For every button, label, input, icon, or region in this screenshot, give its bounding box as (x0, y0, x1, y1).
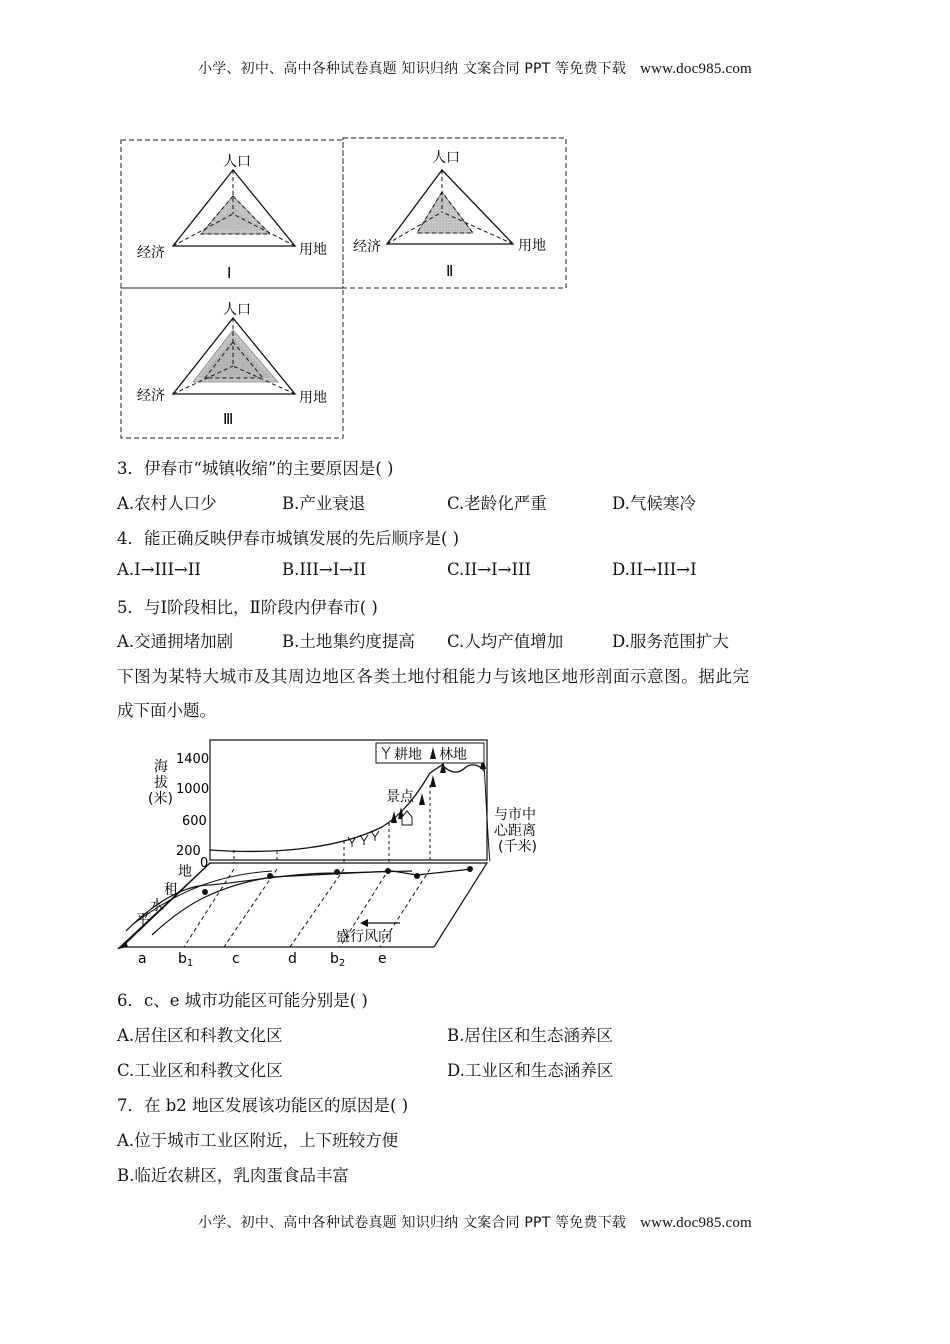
panel-2-label: Ⅱ (446, 262, 454, 280)
figure-rent-profile (112, 735, 552, 970)
q3-option-b[interactable]: B.产业衰退 (282, 494, 366, 513)
wind-label: 盛行风向 (336, 929, 392, 945)
q6-option-c[interactable]: C.工业区和科教文化区 (117, 1061, 283, 1080)
footer-text: 小学、初中、高中各种试卷真题 知识归纳 文案合同 PPT 等免费下载 (198, 1215, 627, 1231)
q3-stem: 3．伊春市“城镇收缩”的主要原因是( ) (117, 459, 394, 478)
zone-e: e (378, 951, 387, 967)
ytick-0: 0 (200, 856, 209, 871)
header-url[interactable]: www.doc985.com (640, 61, 752, 77)
legend-farm: 耕地 (394, 747, 422, 763)
header-text: 小学、初中、高中各种试卷真题 知识归纳 文案合同 PPT 等免费下载 (198, 61, 627, 77)
rent-label-ping: 平 (136, 912, 150, 928)
rent-label-di: 地 (178, 864, 192, 880)
rent-points (202, 866, 473, 895)
q4-option-a[interactable]: A.I→III→II (117, 560, 201, 579)
q4-option-d[interactable]: D.II→III→I (612, 560, 697, 579)
panel-2-top-label: 人口 (432, 150, 460, 166)
q7-option-b[interactable]: B.临近农耕区，乳肉蛋食品丰富 (117, 1166, 349, 1185)
panel-2 (353, 150, 546, 280)
ytick-600: 600 (182, 814, 207, 829)
panel-1-right-label: 用地 (299, 242, 327, 258)
q4-option-c[interactable]: C.II→I→III (447, 560, 532, 579)
legend-box (376, 743, 484, 763)
intro-line-1: 下图为某特大城市及其周边地区各类土地付租能力与该地区地形剖面示意图。据此完 (117, 667, 750, 686)
panel-3-right-label: 用地 (299, 390, 327, 406)
panel-2-right-label: 用地 (518, 238, 546, 254)
q6-option-b[interactable]: B.居住区和生态涵养区 (447, 1026, 613, 1045)
q6-option-d[interactable]: D.工业区和生态涵养区 (447, 1061, 614, 1080)
ytick-1000: 1000 (176, 782, 210, 797)
zone-d: d (288, 951, 297, 967)
q5-stem: 5．与Ⅰ阶段相比，Ⅱ阶段内伊春市( ) (117, 598, 378, 617)
q5-option-c[interactable]: C.人均产值增加 (447, 632, 564, 651)
q3-option-c[interactable]: C.老龄化严重 (447, 494, 547, 513)
zone-b1: $b_1$ (178, 951, 194, 969)
distance-label-1: 与市中 (494, 807, 536, 823)
scenic-label: 景点 (386, 789, 414, 805)
panel-1-top-label: 人口 (223, 154, 251, 170)
figure-triangles (115, 130, 575, 445)
q3-option-a[interactable]: A.农村人口少 (117, 494, 217, 513)
zone-b2: $b_2$ (330, 951, 346, 969)
intro-line-2: 成下面小题。 (117, 701, 216, 720)
ylabel-char-2: 拔 (154, 775, 168, 791)
q4-stem: 4．能正确反映伊春市城镇发展的先后顺序是( ) (117, 529, 460, 548)
distance-label-2: 心距离 (494, 823, 536, 839)
footer-url[interactable]: www.doc985.com (640, 1215, 752, 1231)
page-footer (0, 1212, 950, 1232)
panel-3-left-label: 经济 (137, 388, 165, 404)
q7-stem: 7．在 b2 地区发展该功能区的原因是( ) (117, 1096, 409, 1115)
rent-label-zu: 租 (164, 882, 178, 898)
ytick-1400: 1400 (176, 752, 210, 767)
panel-1-left-label: 经济 (137, 245, 165, 261)
ylabel-unit: (米) (148, 791, 173, 807)
q3-option-d[interactable]: D.气候寒冷 (612, 494, 696, 513)
q6-stem: 6．c、e 城市功能区可能分别是( ) (117, 991, 368, 1010)
legend-forest: 林地 (439, 747, 467, 763)
page-header (0, 58, 950, 78)
q5-option-b[interactable]: B.土地集约度提高 (282, 632, 415, 651)
panel-1-label: Ⅰ (227, 264, 232, 282)
zone-c: c (232, 951, 240, 967)
scenic-house (402, 811, 412, 825)
panel-3-top-label: 人口 (223, 302, 251, 318)
zone-a: a (138, 951, 147, 967)
panel-3-label: Ⅲ (223, 410, 234, 428)
q5-option-a[interactable]: A.交通拥堵加剧 (117, 632, 234, 651)
q5-option-d[interactable]: D.服务范围扩大 (612, 632, 729, 651)
zone-boundaries (184, 869, 430, 947)
ylabel-char-1: 海 (154, 759, 168, 775)
q7-option-a[interactable]: A.位于城市工业区附近，上下班较方便 (117, 1131, 399, 1150)
panel-1 (137, 154, 327, 282)
q4-option-b[interactable]: B.III→I→II (282, 560, 367, 579)
ytick-200: 200 (176, 844, 201, 859)
distance-label-3: (千米) (498, 839, 537, 855)
panel-2-left-label: 经济 (353, 239, 381, 255)
panel-3 (137, 302, 327, 428)
q6-option-a[interactable]: A.居住区和科教文化区 (117, 1026, 283, 1045)
rent-label-shui: 水 (150, 898, 164, 914)
